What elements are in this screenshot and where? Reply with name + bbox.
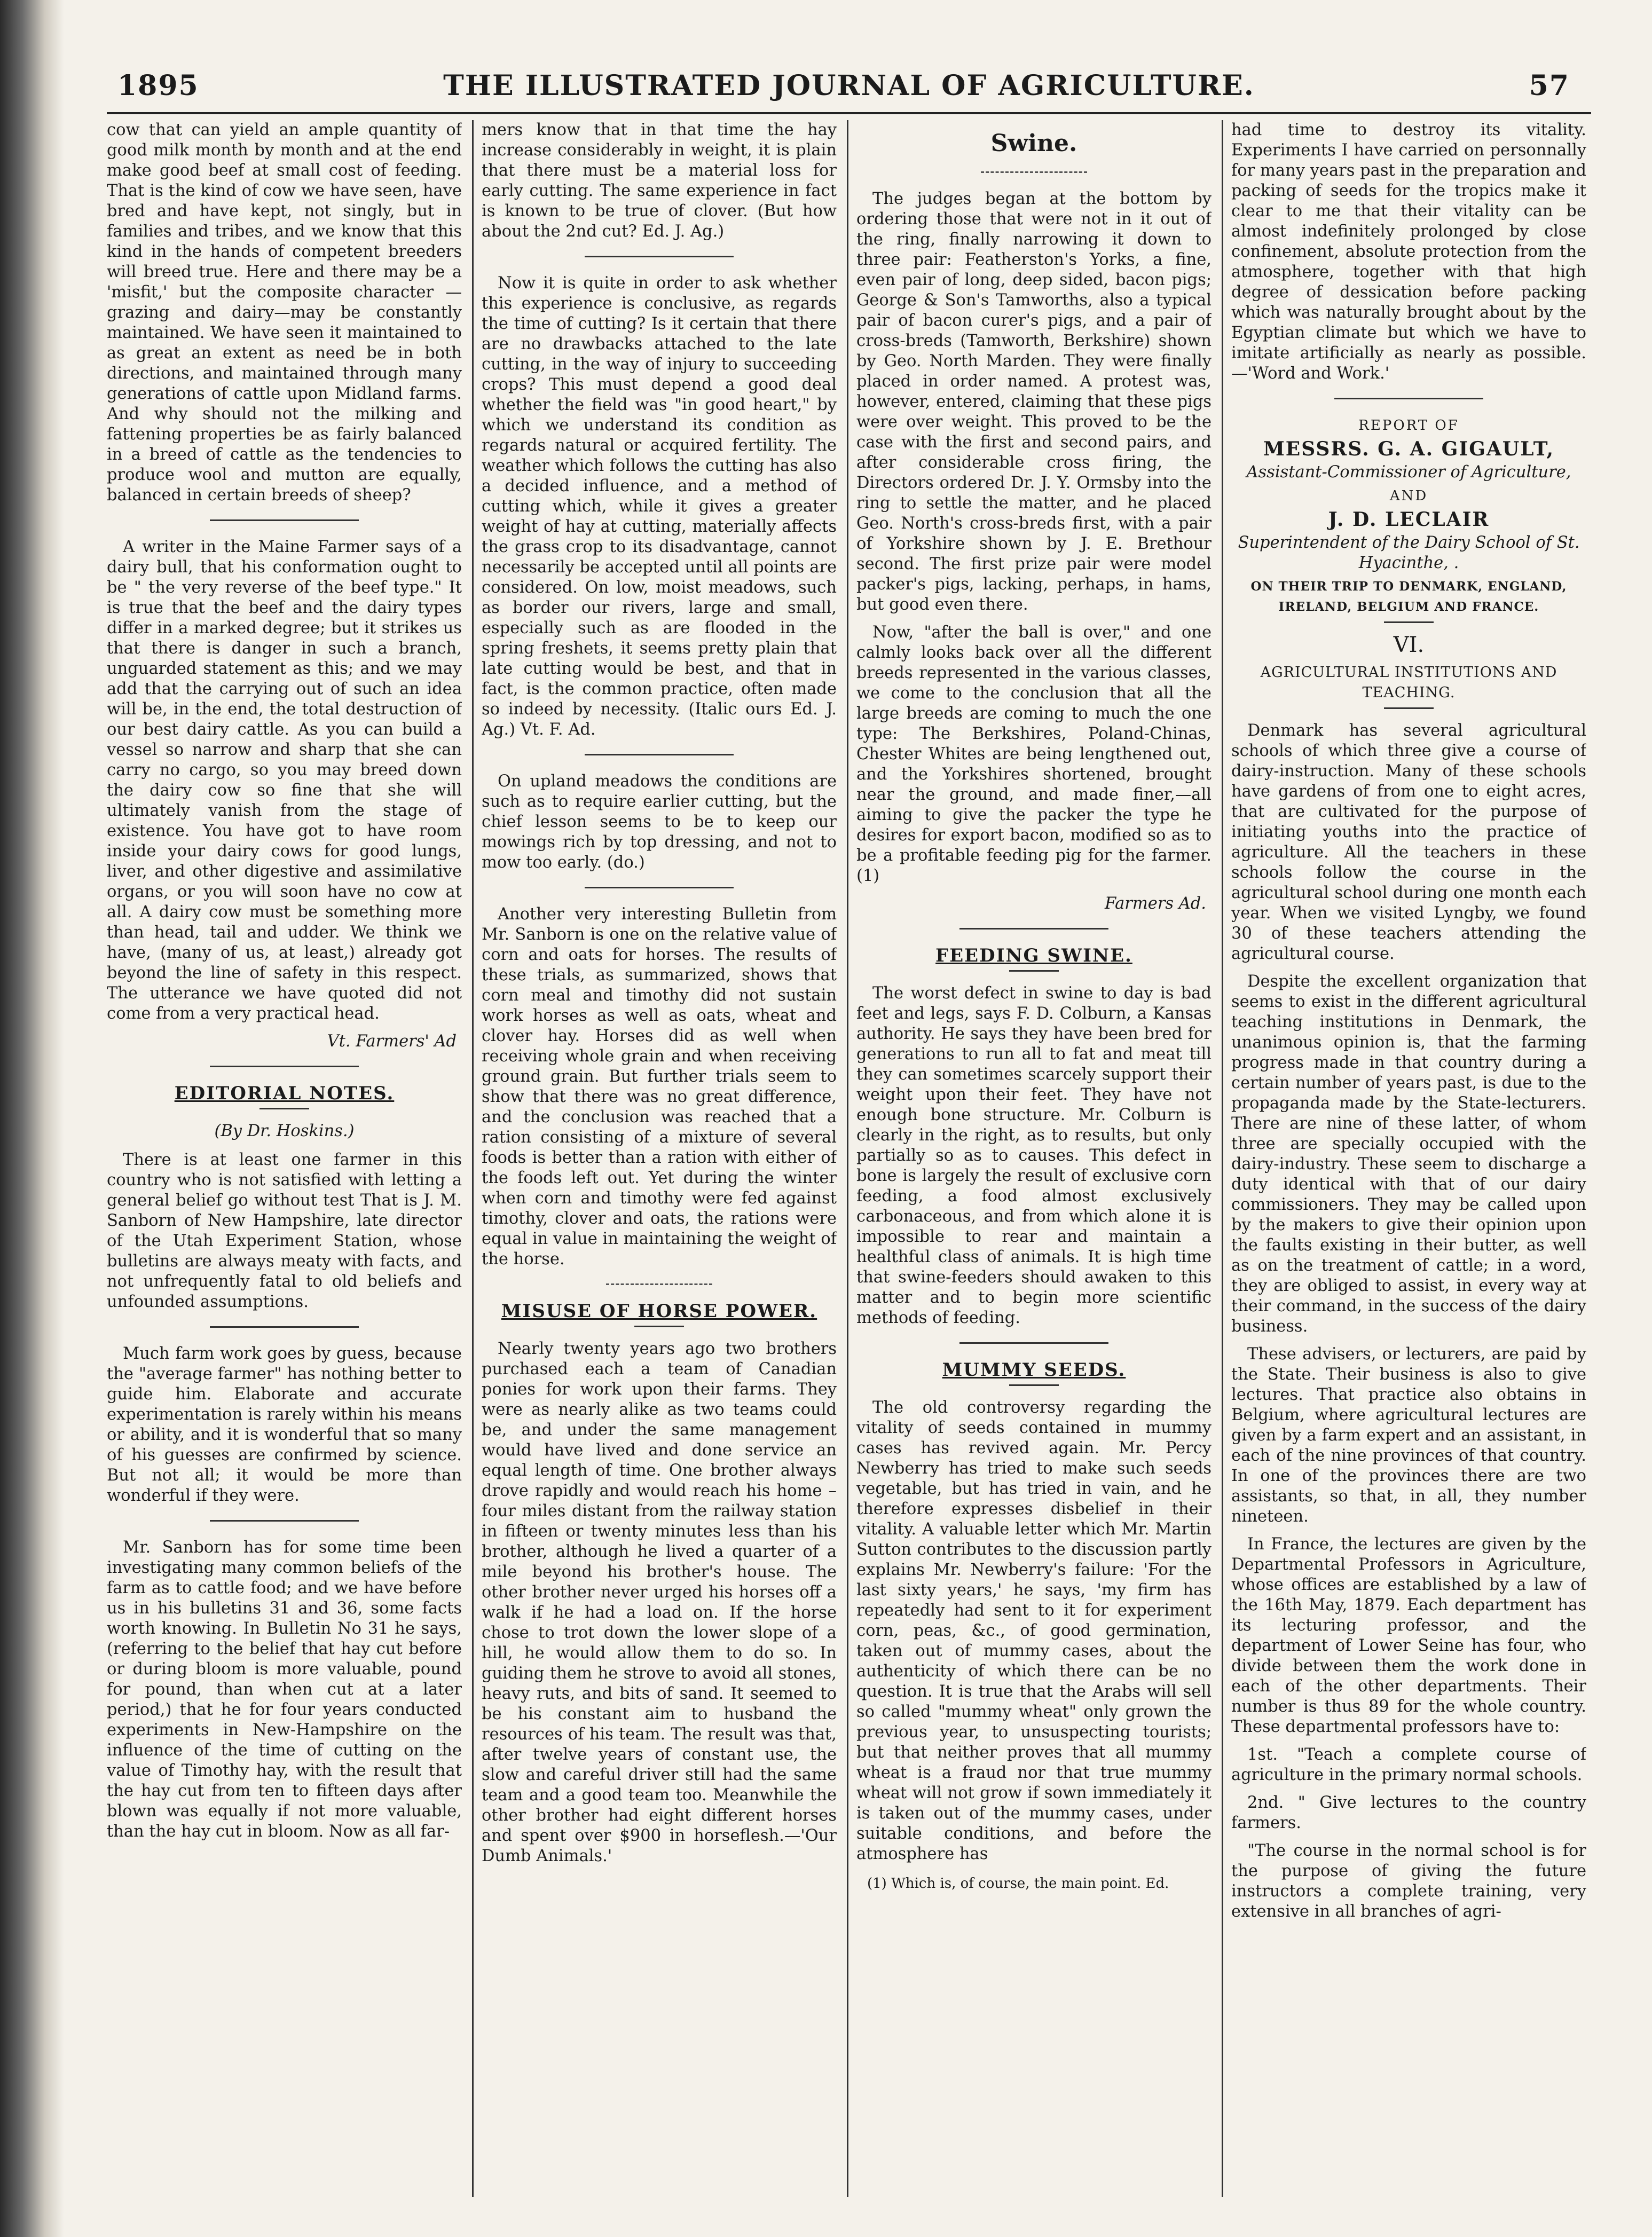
section-title: AGRICULTURAL INSTITUTIONS AND TEACHING. [1260,664,1557,701]
paragraph: The worst defect in swine to day is bad feet and legs, says F. D. Colburn, a Kansas authority. He says they have been bred for generations to run all to fat and meat till they can sometimes scarcely support their weight upon their feet. They have not enough bone structure. Mr. Colburn is clearly in the right, as to results, but only partially so as to causes. This defect in bone is largely the result of exclusive corn feeding, a food almost exclusively carbonaceous, and from which alone it is impossible to rear and maintain a healthful class of animals. It is high time that swine-feeders should awaken to this matter and to begin more scientific methods of feeding. [856,984,1212,1327]
heading-rule [259,1108,309,1109]
paragraph: A writer in the Maine Farmer says of a dairy bull, that his conformation ought to be " the very reverse of the beef type." It is true that the beef and the dairy types differ in a marked degree; but it strikes us that there is danger in such a branch, unguarded statement as this; and we may add that the carrying out of such an idea will be, in the end, the total destruction of our best dairy cattle. As you can build a vessel so narrow and sharp that she can carry no cargo, so you may breed down the dairy cow so fine that she will ultimately vanish from the stage of existence. You have got to have room inside your dairy cows for good lungs, liver, and other digestive and assimilative organs, or you will soon have no cow at all. A dairy cow must be something more than head, tail and udder. We think we have, (many of us, at least,) already got beyond the line of safety in this respect. The utterance we have quoted did not come from a very practical head. [107,538,462,1023]
author-name-leclair: J. D. LECLAIR [1328,508,1490,531]
column-3 [856,120,1212,2202]
source-attribution: Farmers Ad. [1105,894,1206,913]
section-rule [1334,398,1483,399]
journal-title: THE ILLUSTRATED JOURNAL OF AGRICULTURE. [443,69,1255,102]
paragraph: These advisers, or lecturers, are paid by the State. Their business is also to give lectures. That practice also obtains in Belgium, where agricultural lectures are given by a farm expert and an assistant, in each of the nine provinces of that country. In one of the provinces there are two assistants, so that, in all, they number nineteen. [1231,1345,1586,1526]
paragraph: "The course in the normal school is for the purpose of giving the future instructors a complete training, very extensive in all branches of agri- [1231,1841,1586,1921]
section-rule [210,1326,359,1328]
section-rule [959,928,1108,930]
page-binding-edge [0,0,64,2237]
paragraph: Another very interesting Bulletin from Mr. Sanborn is one on the relative value of corn and oats for horses. The results of these trials, as summarized, shows that corn meal and timothy did not sustain work horses as well as oats, wheat and clover hay. Horses did as well when receiving whole grain and when receiving ground grain. But further trials seem to show that there was no great difference, and the conclusion was reached that a ration consisting of a mixture of several foods is better than a ration with either of the foods left out. Yet during the winter when corn and timothy were fed against timothy, clover and oats, the rations were equal in value in maintaining the weight of the horse. [482,905,837,1269]
section-rule [585,754,734,755]
section-rule [210,1066,359,1067]
author-role-leclair: Superintendent of the Dairy School of St. Hyacinthe, . [1238,533,1580,572]
section-rule [210,519,359,521]
header-year: 1895 [117,69,199,102]
paragraph: In France, the lectures are given by the Departmental Professors in Agriculture, whose offices are established by a law of the 16th May, 1879. Each department has its lecturing professor, and the department of Lower Seine has four, who divide between them the work done in each of the other departments. Their number is thus 89 for the whole country. These departmental professors have to: [1231,1535,1586,1736]
paragraph: The old controversy regarding the vitality of seeds contained in mummy cases has revived again. Mr. Percy Newberry has tried to make such seeds vegetable, but has tried in vain, and he therefore expresses disbelief in their vitality. A valuable letter which Mr. Martin Sutton contributes to the discussion partly explains Mr. Newberry's failure: 'For the last sixty years,' he says, 'my firm has repeatedly had sent to it for experiment corn, peas, &c., of good germination, taken out of mummy cases, about the authenticity of which there can be no question. It is true that the Arabs will sell so called "mummy wheat" only grown the previous year, to unsuspecting tourists; but that neither proves that all mummy wheat is a fraud nor that true mummy wheat will not grow if sown immediately it is taken out of the mummy cases, under suitable conditions, and before the atmosphere has [856,1398,1212,1863]
section-rule [210,1520,359,1522]
header-rule [107,112,1591,114]
paragraph: Nearly twenty years ago two brothers purchased each a team of Canadian ponies for work upon their farms. They were as nearly alike as two teams could be, and under the same management would have lived and done service an equal length of time. One brother always drove rapidly and would reach his home – four miles distant from the railway station in fifteen or twenty minutes less than his brother, although he lived a quarter of a mile beyond his brother's house. The other brother never urged his horses off a walk if he had a load on. If the horse chose to trot down the lower slope of a hill, he would allow them to do so. In guiding them he strove to avoid all stones, heavy ruts, and bits of sand. It seemed to be his constant aim to husband the resources of his team. The result was that, after twelve years of constant use, the slow and careful driver still had the same team and a good team too. Meanwhile the other brother had eight different horses and spent over $900 in horseflesh.—'Our Dumb Animals.' [482,1340,837,1865]
paragraph: The judges began at the bottom by ordering those that were not in it out of the ring, finally narrowing it down to three pair: Featherston's Yorks, a fine, even pair of long, deep sided, bacon pigs; George & Son's Tamworths, also a typical pair of bacon curer's pigs, and a pair of cross-breds (Tamworth, Berkshire) shown by Geo. North Marden. They were finally placed in order named. A protest was, however, entered, claiming that these pigs were over weight. This proved to be the case with the first and second pairs, and after considerable cross firing, the Directors ordered Dr. J. Y. Ormsby into the ring to settle the matter, and he placed Geo. North's cross-breds first, with a pair of Yorkshire shown by J. E. Brethour second. The first prize pair were model packer's pigs, lacking, perhaps, in hams, but good even there. [856,190,1212,614]
paragraph: cow that can yield an ample quantity of good milk month by month and at the end make good beef at small cost of feeding. That is the kind of cow we have seen, have bred and have kept, not singly, but in families and tribes, and we know that this kind in the hands of competent breeders will breed true. Here and there may be a 'misfit,' but the composite character —grazing and dairy—may be constantly maintained. We have seen it maintained to as great an extent as need be in both directions, and maintained through many generations of cattle upon Midland farms. And why should not the milking and fattening properties be as fairly balanced in a breed of cattle as the tendencies to produce wool and mutton are equally, balanced in certain breeds of sheep? [107,121,462,505]
byline: (By Dr. Hoskins.) [214,1122,355,1140]
paragraph: 1st. "Teach a complete course of agriculture in the primary normal schools. [1231,1745,1586,1784]
footnote: (1) Which is, of course, the main point. Ed. [867,1876,1169,1892]
section-rule [1384,707,1434,709]
paragraph: There is at least one farmer in this country who is not satisfied with letting a general belief go without test That is J. M. Sanborn of New Hampshire, late director of the Utah Experiment Station, whose bulletins are always meaty with facts, and not unfrequently fatal to old beliefs and unfounded assumptions. [107,1151,462,1311]
heading-rule [1009,970,1059,972]
paragraph: Much farm work goes by guess, because the "average farmer" has nothing better to guide him. Elaborate and accurate experimentation is rarely within his means or ability, and it is wonderful that so many of his guesses are confirmed by science. But not all; it would be more than wonderful if they were. [107,1344,462,1505]
column-divider [472,120,474,2197]
report-of-label: REPORT OF [1358,418,1459,434]
paragraph: Now, "after the ball is over," and one calmly looks back over all the different breeds represented in the various classes, we come to the conclusion that all the large breeds are coming to much the one type: The Berkshires, Poland-Chinas, Chester Whites are being lengthened out, and the Yorkshires shortened, brought near the ground, and made finer,—all aiming to give the packer the type he desires for export bacon, modified so as to be a profitable feeding pig for the farmer. (1) [856,623,1212,885]
heading-misuse-of-horse-power: MISUSE OF HORSE POWER. [501,1301,817,1322]
column-2 [482,120,837,2202]
paragraph: 2nd. " Give lectures to the country farmers. [1231,1793,1586,1832]
section-rule [585,887,734,888]
source-attribution: Vt. Farmers' Ad [327,1032,457,1051]
paragraph: mers know that in that time the hay increase considerably in weight, it is plain that there must be a material loss for early cutting. The same experience in fact is known to be true of clover. (But how about the 2nd cut? Ed. J. Ag.) [482,121,837,241]
heading-feeding-swine: FEEDING SWINE. [935,945,1132,966]
heading-rule [634,1326,684,1327]
section-rule [1384,621,1434,623]
section-rule [959,1342,1108,1344]
paragraph: Mr. Sanborn has for some time been investigating many common beliefs of the farm as to cattle food; and we have before us in his bulletins 31 and 36, some facts worth knowing. In Bulletin No 31 he says, (referring to the belief that hay cut before or during bloom is more valuable, pound for pound, than when cut at a later period,) that he for four years conducted experiments in New-Hampshire on the influence of the time of cutting on the value of Timothy hay, with the result that the hay cut from ten to fifteen days after blown was equally if not more valuable, than the hay cut in bloom. Now as all far- [107,1538,462,1841]
paragraph: Denmark has several agricultural schools of which three give a course of dairy-instruction. Many of these schools have gardens of from one to eight acres, that are cultivated for the purpose of initiating youths into the practice of agriculture. All the teachers in these schools follow the course in the agricultural school during one month each year. When we visited Lyngby, we found 30 of these teachers attending the agricultural course. [1231,721,1586,963]
heading-rule [1009,1384,1059,1386]
paragraph: had time to destroy its vitality. Experiments I have carried on personnally for many years past in the preparation and packing of seeds for the tropics make it clear to me that their vitality can be almost indefinitely prolonged by close confinement, absolute protection from the atmosphere, together with that high degree of dessication before packing which was naturally brought about by the Egyptian climate but which we have to imitate artificially as nearly as possible.—'Word and Work.' [1231,121,1586,383]
author-role-gigault: Assistant-Commissioner of Agriculture, [1246,463,1571,482]
paragraph: Now it is quite in order to ask whether this experience is conclusive, as regards the time of cutting? Is it certain that there are no drawbacks attached to the late cutting, in the way of injury to succeeding crops? This must depend a good deal whether the field was "in good heart," by which we understand its condition as regards natural or acquired fertility. The weather which follows the cutting has also a decided influence, and a method of cutting which, while it gives a greater weight of hay at cutting, materially affects the grass crop to its disadvantage, cannot necessarily be accepted until all points are considered. On low, moist meadows, such as border our rivers, large and small, especially such as are flooded in the spring freshets, it seems pretty plain that late cutting would be best, and that in fact, is the common practice, often made so indeed by necessity. (Italic ours Ed. J. Ag.) Vt. F. Ad. [482,274,837,739]
column-1 [107,120,462,2202]
author-name-gigault: MESSRS. G. A. GIGAULT, [1263,438,1555,460]
page-header [107,64,1591,107]
section-rule [606,1283,713,1285]
page-number: 57 [1529,69,1570,102]
column-4 [1231,120,1586,2202]
column-divider [1222,120,1223,2197]
column-divider [847,120,848,2197]
heading-mummy-seeds: MUMMY SEEDS. [942,1359,1126,1381]
and-label: AND [1389,488,1428,504]
section-number: VI. [1393,633,1425,657]
section-rule [585,256,734,257]
paragraph: On upland meadows the conditions are such as to require earlier cutting, but the chief lesson seems to be to keep our mowings rich by top dressing, and not to mow too early. (do.) [482,772,837,872]
paragraph: Despite the excellent organization that seems to exist in the different agricultural teaching institutions in Denmark, the unanimous opinion is, that the farming progress made in that country during a certain number of years past, is due to the propaganda made by the State-lecturers. There are nine of these latter, of whom three are specially occupied with the dairy-industry. These seem to discharge a duty identical with that of our dairy commissioners. They may be called upon by the makers to give their opinion upon the faults existing in their butter, as well as on the treatment of cattle; in a word, they are obliged to assist, in every way at their command, in the success of the dairy business. [1231,972,1586,1336]
trip-subtitle: ON THEIR TRIP TO DENMARK, ENGLAND, IRELAND, BELGIUM AND FRANCE. [1250,579,1567,614]
heading-rule [981,171,1088,173]
journal-page [107,64,1591,2210]
heading-editorial-notes: EDITORIAL NOTES. [174,1083,395,1104]
heading-swine: Swine. [990,130,1077,157]
